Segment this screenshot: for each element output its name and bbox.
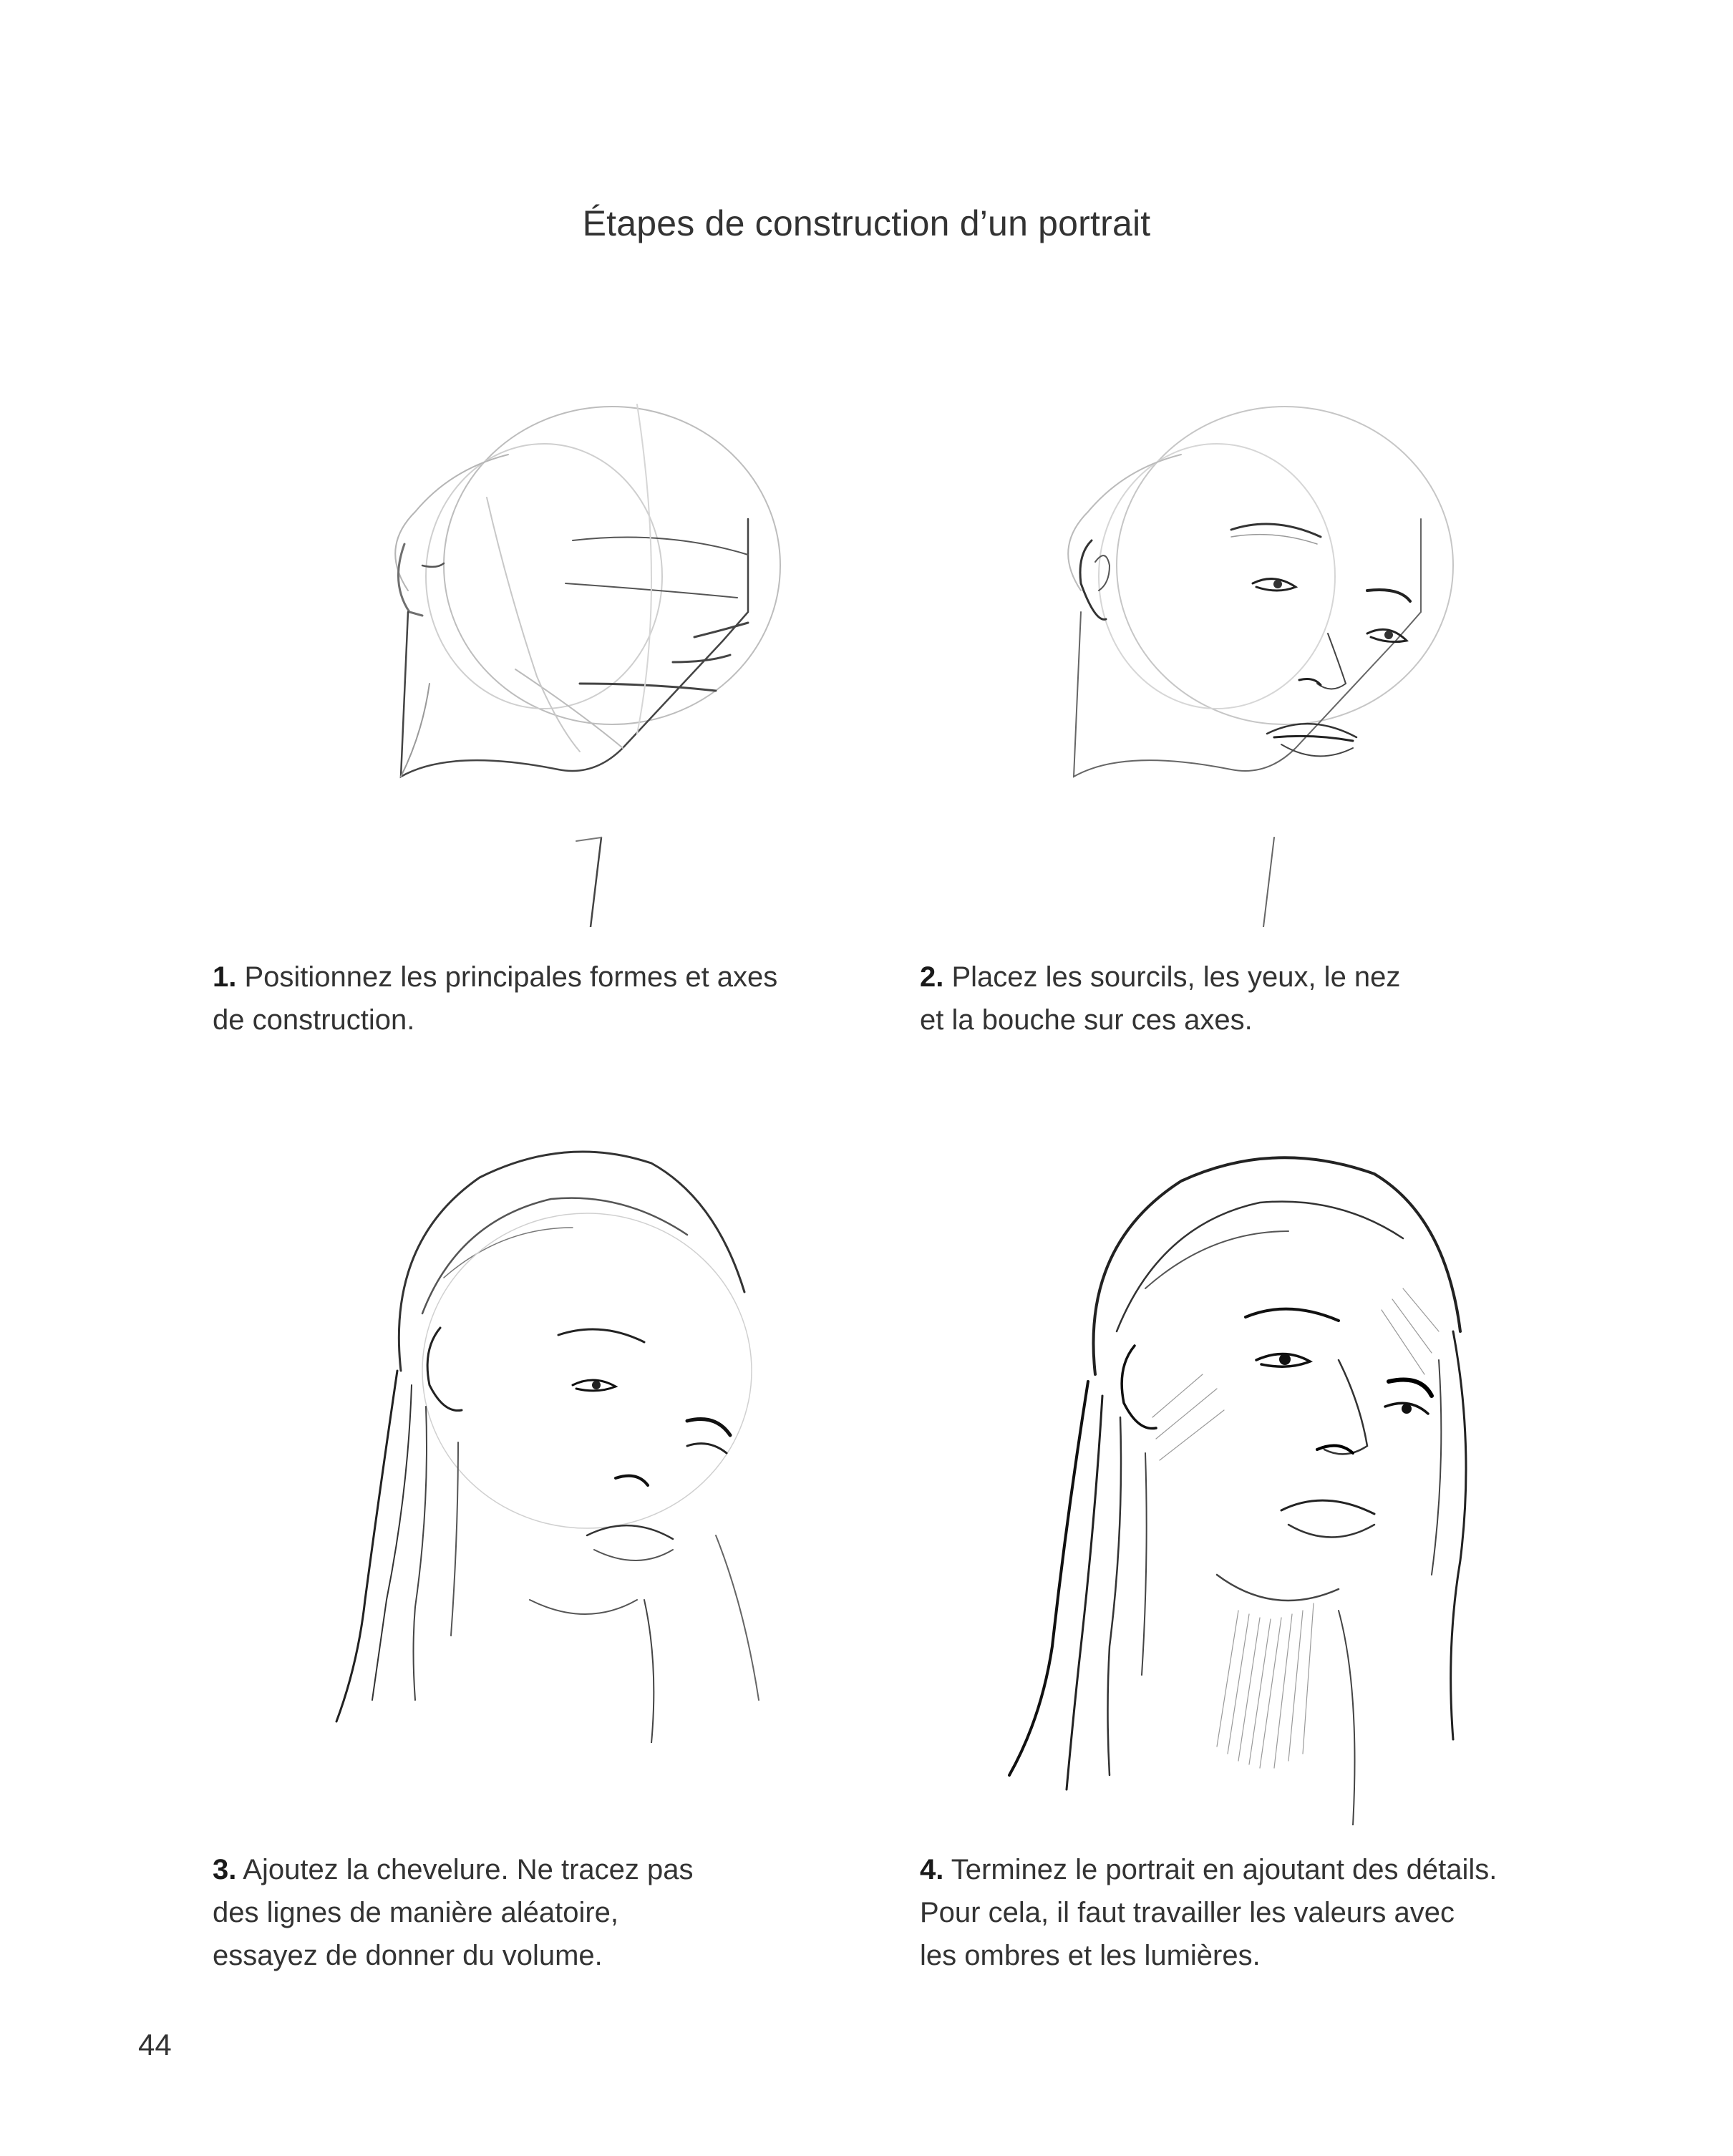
step-3-caption (213, 1848, 693, 1977)
step-4-caption (920, 1848, 1497, 1977)
step-number: 4. (920, 1854, 944, 1885)
page-number: 44 (138, 2028, 172, 2062)
caption-line: les ombres et les lumières. (920, 1940, 1261, 1971)
page-title: Étapes de construction d’un portrait (582, 203, 1151, 243)
sketch-step-1-construction (365, 376, 809, 927)
step-number: 1. (213, 961, 237, 993)
caption-line: essayez de donner du volume. (213, 1940, 603, 1971)
sketch-step-3-hair (315, 1135, 816, 1743)
step-2-caption (920, 956, 1400, 1041)
caption-line: Ajoutez la chevelure. Ne tracez pas (243, 1854, 694, 1885)
caption-line: Terminez le portrait en ajoutant des détails. (951, 1854, 1497, 1885)
caption-line: Positionnez les principales formes et axes (244, 961, 778, 993)
caption-line: de construction. (213, 1004, 415, 1036)
caption-line: Placez les sourcils, les yeux, le nez (951, 961, 1401, 993)
sketch-step-4-finished-portrait (1002, 1145, 1489, 1825)
caption-line: des lignes de manière aléatoire, (213, 1897, 619, 1928)
caption-line: et la bouche sur ces axes. (920, 1004, 1253, 1036)
step-number: 3. (213, 1854, 237, 1885)
caption-line: Pour cela, il faut travailler les valeurs avec (920, 1897, 1455, 1928)
step-number: 2. (920, 961, 944, 993)
step-1-caption (213, 956, 777, 1041)
sketch-step-2-features (1038, 376, 1482, 927)
